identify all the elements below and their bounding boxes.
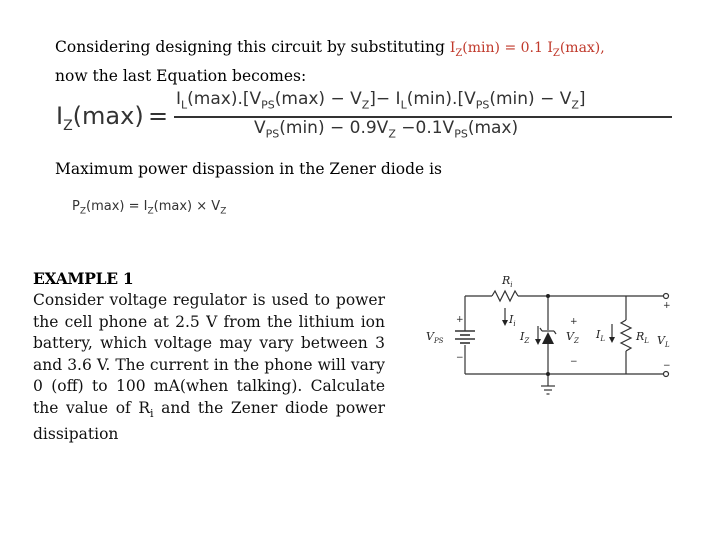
example-title: EXAMPLE 1 — [33, 269, 134, 288]
intro-highlight-formula: $I_Z(\min) = 0.1$ $I_Z(\max)$, — [449, 40, 605, 59]
intro-line-1 — [55, 36, 605, 65]
il-arrowhead — [609, 337, 615, 343]
max-power-text: Maximum power dispassion in the Zener diode is — [55, 160, 443, 178]
label-vz-minus: − — [570, 357, 578, 367]
output-terminal-top — [664, 294, 669, 299]
label-ii: $I_i$ — [509, 313, 516, 328]
label-vps-minus: − — [456, 353, 464, 363]
zener-regulator-circuit — [420, 268, 680, 398]
label-vps-plus: + — [456, 315, 464, 325]
label-iz: $I_Z$ — [520, 330, 530, 345]
example-body: Consider voltage regulator is used to power the cell phone at 2.5 V from the lithium ion battery, which voltage may vary between 3 and 3.6 V. The current in the phone will vary 0 (off) to 100 mA(when talking). Calculate the value of $R_i$ and the Zener diode power dissipation — [33, 291, 385, 444]
intro-text: Considering designing this circuit by substituting — [55, 38, 445, 56]
equation-lhs: $I_Z(\max)$ — [56, 102, 144, 134]
ii-arrowhead — [502, 320, 508, 326]
label-vz: $V_Z$ — [566, 330, 579, 345]
label-rl: $R_L$ — [636, 330, 649, 345]
equation-numerator: $I_L(\max).[V_{PS}(\max) - V_Z]- I_L(\min).[V_{PS}(\min) - V_Z]$ — [176, 89, 586, 112]
resistor-rl — [621, 320, 631, 351]
iz-arrowhead — [535, 339, 541, 345]
resistor-ri — [492, 291, 518, 301]
node-bottom — [546, 372, 550, 376]
intro-line-2: now the last Equation becomes: — [55, 66, 307, 85]
equation-pz-max: $P_Z(\max) = I_Z(\max) \times V_Z$ — [72, 199, 227, 217]
label-il: $I_L$ — [596, 328, 606, 343]
battery-icon — [455, 331, 475, 343]
label-vl-plus: + — [663, 301, 671, 311]
output-terminal-bottom — [664, 372, 669, 377]
label-vps: $V_{PS}$ — [426, 330, 444, 345]
label-vl: $V_L$ — [657, 334, 670, 349]
equation-equals: = — [148, 102, 169, 130]
label-ri: $R_i$ — [502, 274, 513, 289]
equation-denominator: $V_{PS}(\min) - 0.9V_Z -0.1V_{PS}(\max)$ — [254, 118, 519, 141]
label-vl-minus: − — [663, 361, 671, 371]
intro-paragraph — [55, 36, 605, 87]
node-top — [546, 294, 550, 298]
label-vz-plus: + — [570, 317, 578, 327]
zener-diode-icon — [542, 332, 554, 344]
